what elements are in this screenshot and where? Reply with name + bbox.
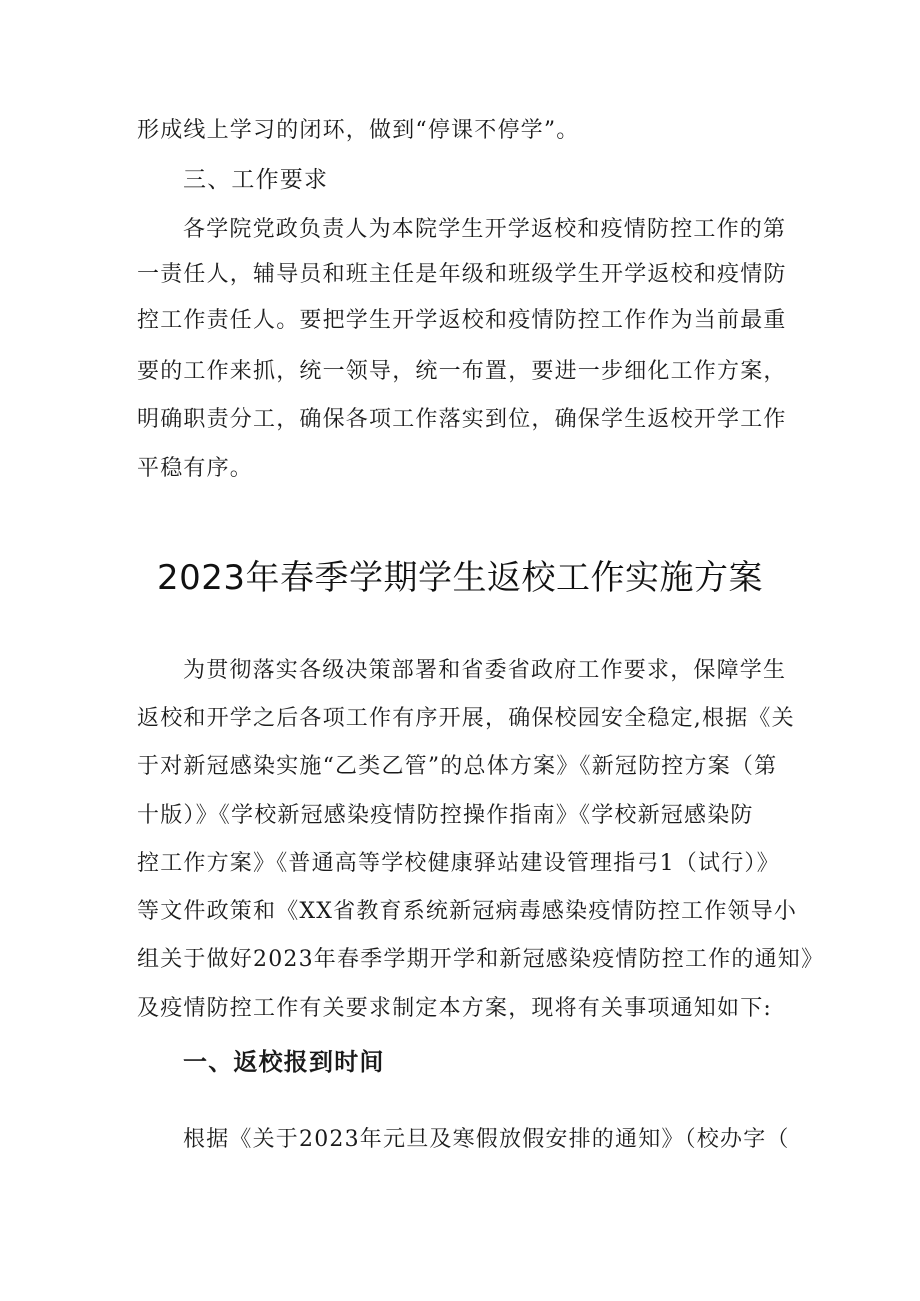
paragraph-line: 一责任人，辅导员和班主任是年级和班级学生开学返校和疫情防 — [137, 262, 787, 287]
document-title: 2023年春季学期学生返校工作实施方案 — [157, 558, 764, 598]
paragraph-line: 及疫情防控工作有关要求制定本方案，现将有关事项通知如下: — [137, 996, 773, 1021]
paragraph-line: 明确职责分工，确保各项工作落实到位，确保学生返校开学工作 — [137, 407, 787, 432]
paragraph-line: 各学院党政负责人为本院学生开学返校和疫情防控工作的第 — [183, 217, 787, 242]
paragraph-line: 要的工作来抓，统一领导，统一布置，要进一步细化工作方案， — [137, 359, 787, 384]
paragraph-line: 等文件政策和《XX省教育系统新冠病毒感染疫情防控工作领导小 — [137, 899, 798, 924]
closing-line: 形成线上学习的闭环，做到“停课不停学”。 — [137, 118, 580, 143]
paragraph-line: 控工作责任人。要把学生开学返校和疫情防控工作作为当前最重 — [137, 308, 787, 333]
paragraph-line: 十版）》《学校新冠感染疫情防控操作指南》《学校新冠感染防 — [137, 803, 754, 828]
paragraph-line: 为贯彻落实各级决策部署和省委省政府工作要求，保障学生 — [183, 658, 787, 683]
paragraph-line: 组关于做好2023年春季学期开学和新冠感染疫情防控工作的通知》 — [137, 947, 825, 972]
paragraph-line: 于对新冠感染实施“乙类乙管”的总体方案》《新冠防控方案（第 — [137, 754, 778, 779]
section-heading-return-time: 一、返校报到时间 — [183, 1048, 385, 1076]
section-heading-work-requirements: 三、工作要求 — [183, 167, 329, 193]
paragraph-line: 平稳有序。 — [137, 456, 254, 481]
return-time-paragraph-line: 根据《关于2023年元旦及寒假放假安排的通知》（校办字（ — [183, 1127, 790, 1152]
paragraph-line: 返校和开学之后各项工作有序开展，确保校园安全稳定,根据《关 — [137, 706, 795, 731]
paragraph-line: 控工作方案》《普通高等学校健康驿站建设管理指弓1（试行）》 — [137, 851, 780, 876]
